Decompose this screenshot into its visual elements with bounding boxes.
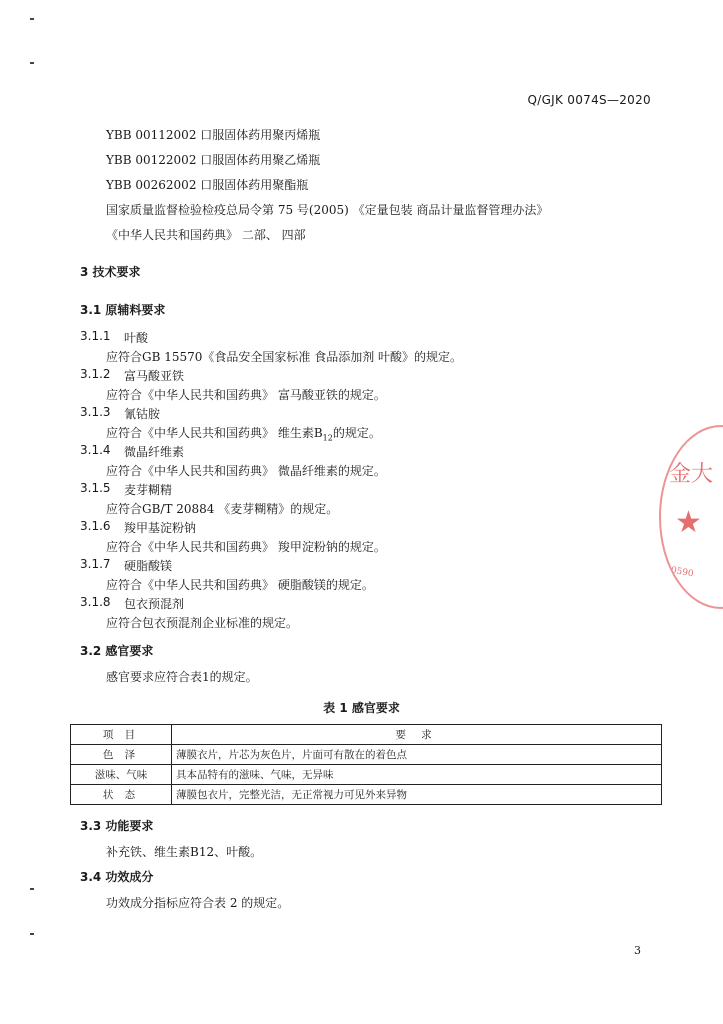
table-cell: 色 泽: [71, 745, 172, 765]
item-requirement: 应符合《中华人民共和国药典》 羧甲淀粉钠的规定。: [106, 540, 386, 554]
section-text: 感官要求应符合表1的规定。: [106, 670, 258, 684]
company-seal: [659, 425, 723, 609]
item-requirement: [106, 424, 381, 442]
item-requirement: 应符合GB 15570《食品安全国家标准 食品添加剂 叶酸》的规定。: [106, 350, 463, 364]
table-cell: 薄膜衣片，片芯为灰色片，片面可有散在的着色点: [172, 745, 662, 765]
scan-mark: [30, 888, 34, 890]
reference-line: YBB 00112002 口服固体药用聚丙烯瓶: [106, 128, 321, 142]
reference-line: YBB 00122002 口服固体药用聚乙烯瓶: [106, 153, 321, 167]
table-header: 要 求: [172, 725, 662, 745]
table-cell: 滋味、气味: [71, 765, 172, 785]
seal-number: 30590: [664, 564, 695, 580]
item-number: 3.1.4: [80, 443, 111, 457]
table-row: [71, 785, 662, 805]
item-name: 氰钴胺: [124, 407, 161, 421]
table-row: [71, 765, 662, 785]
item-requirement: 应符合《中华人民共和国药典》 富马酸亚铁的规定。: [106, 388, 386, 402]
reference-line: 《中华人民共和国药典》 二部、 四部: [106, 228, 306, 242]
table-cell: 薄膜包衣片，完整光洁，无正常视力可见外来异物: [172, 785, 662, 805]
item-number: 3.1.3: [80, 405, 111, 419]
sensory-requirements-table: [70, 724, 662, 805]
item-requirement: 应符合《中华人民共和国药典》 硬脂酸镁的规定。: [106, 578, 374, 592]
reference-line: 国家质量监督检验检疫总局令第 75 号(2005) 《定量包装 商品计量监督管理办法》: [106, 203, 549, 217]
seal-text: 金大: [669, 462, 714, 487]
item-name: 麦芽糊精: [124, 483, 173, 497]
scan-mark: [30, 62, 34, 64]
item-requirement: 应符合《中华人民共和国药典》 微晶纤维素的规定。: [106, 464, 386, 478]
item-number: 3.1.8: [80, 595, 111, 609]
star-icon: ★: [675, 505, 702, 540]
item-number: 3.1.1: [80, 329, 111, 343]
table-row: [71, 745, 662, 765]
item-name: 富马酸亚铁: [124, 369, 185, 383]
section-heading: 3.4 功效成分: [80, 870, 154, 884]
table-cell: 状 态: [71, 785, 172, 805]
table-cell: 具本品特有的滋味、气味，无异味: [172, 765, 662, 785]
item-number: 3.1.2: [80, 367, 111, 381]
page-number: 3: [634, 944, 641, 957]
item-requirement-subscript: 12: [322, 433, 333, 443]
item-name: 硬脂酸镁: [124, 559, 173, 573]
item-number: 3.1.7: [80, 557, 111, 571]
section-heading: 3.2 感官要求: [80, 644, 154, 658]
section-heading: 3 技术要求: [80, 265, 141, 279]
section-text: 功效成分指标应符合表 2 的规定。: [106, 896, 290, 910]
item-requirement-text: 应符合《中华人民共和国药典》 维生素B: [106, 426, 323, 440]
table-header: 项 目: [71, 725, 172, 745]
section-text: 补充铁、维生素B12、叶酸。: [106, 845, 263, 859]
item-requirement-text: 的规定。: [332, 426, 381, 440]
item-name: 羧甲基淀粉钠: [124, 521, 197, 535]
item-name: 包衣预混剂: [124, 597, 185, 611]
item-requirement: 应符合包衣预混剂企业标准的规定。: [106, 616, 299, 630]
table-caption: 表 1 感官要求: [323, 701, 400, 715]
item-number: 3.1.5: [80, 481, 111, 495]
scan-mark: [30, 933, 34, 935]
item-number: 3.1.6: [80, 519, 111, 533]
section-heading: 3.1 原辅料要求: [80, 303, 166, 317]
document-code: Q/GJK 0074S—2020: [527, 93, 651, 107]
item-name: 微晶纤维素: [124, 445, 185, 459]
reference-line: YBB 00262002 口服固体药用聚酯瓶: [106, 178, 309, 192]
scan-mark: [30, 18, 34, 20]
item-requirement: 应符合GB/T 20884 《麦芽糊精》的规定。: [106, 502, 339, 516]
item-name: 叶酸: [124, 331, 149, 345]
table-header-row: [71, 725, 662, 745]
section-heading: 3.3 功能要求: [80, 819, 154, 833]
